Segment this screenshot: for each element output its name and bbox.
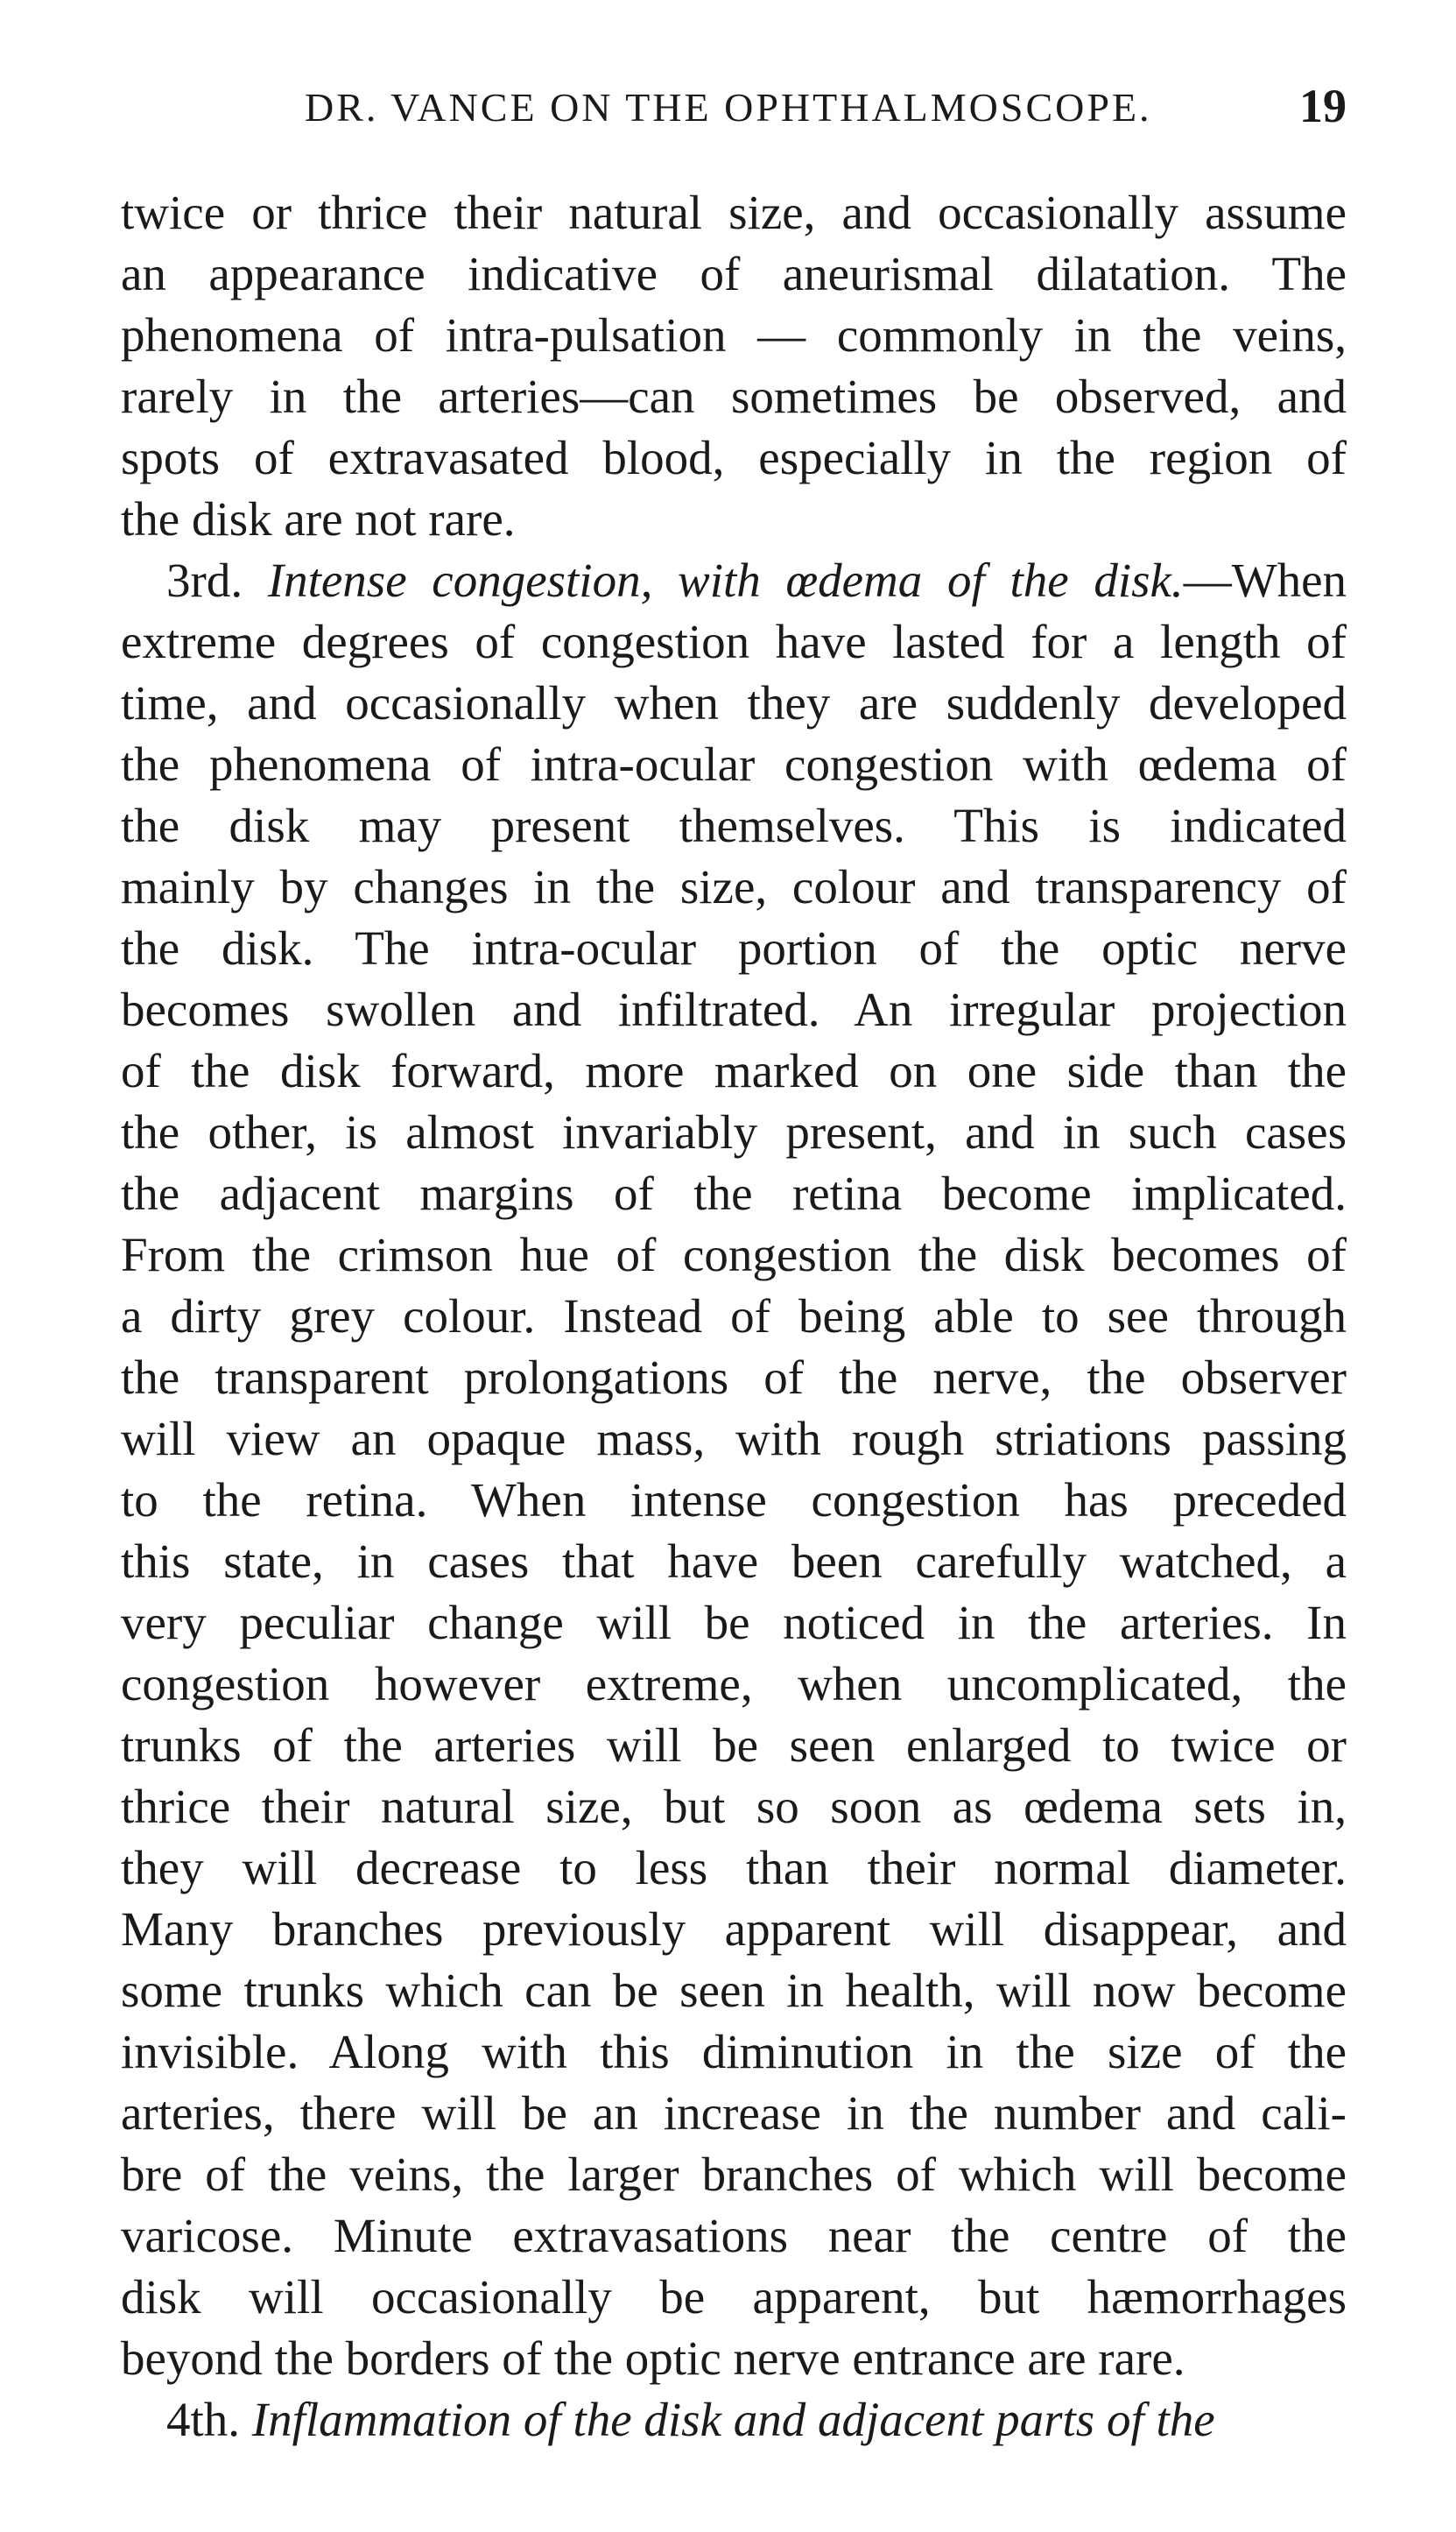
text-line: bre of the veins, the larger branches of which will become: [121, 2148, 1347, 2201]
text-line: spots of extravasated blood, especially in the region of: [121, 431, 1347, 484]
text-line: the disk. The intra-ocular portion of the optic nerve: [121, 921, 1347, 975]
text-line: the phenomena of intra-ocular congestion with œdema of: [121, 737, 1347, 791]
text-line: the transparent prolongations of the nerve, the observer: [121, 1351, 1347, 1404]
text-line: the disk are not rare.: [121, 492, 516, 546]
section-number: 4th.: [166, 2393, 241, 2446]
text-line: twice or thrice their natural size, and occasionally assume: [121, 186, 1347, 239]
text-line: of the disk forward, more marked on one side than the: [121, 1044, 1347, 1097]
text-line: to the retina. When intense congestion has preceded: [121, 1473, 1347, 1527]
text-line: varicose. Minute extravasations near the centre of the: [121, 2209, 1347, 2262]
text-line: mainly by changes in the size, colour and transparency of: [121, 860, 1347, 913]
text-line: the other, is almost invariably present, and in such cases: [121, 1105, 1347, 1159]
section-number: 3rd.: [166, 554, 243, 607]
text-line: arteries, there will be an increase in the number and cali-: [121, 2086, 1347, 2140]
text-line: disk will occasionally be apparent, but hæmorrhages: [121, 2270, 1347, 2324]
text-line: invisible. Along with this diminution in the size of the: [121, 2025, 1347, 2078]
section-heading-line: [121, 550, 1347, 611]
section-heading-dash: —When: [1183, 554, 1347, 607]
text-line: some trunks which can be seen in health, will now become: [121, 1964, 1347, 2017]
running-title: DR. VANCE ON THE OPHTHALMOSCOPE.: [305, 85, 1152, 130]
text-line: very peculiar change will be noticed in the arteries. In: [121, 1596, 1347, 1649]
text-line: a dirty grey colour. Instead of being able to see through: [121, 1289, 1347, 1343]
text-line: beyond the borders of the optic nerve entrance are rare.: [121, 2331, 1185, 2385]
body-text: [121, 182, 1347, 2451]
text-line: time, and occasionally when they are suddenly developed: [121, 676, 1347, 730]
text-line: the disk may present themselves. This is indicated: [121, 799, 1347, 852]
text-line: this state, in cases that have been carefully watched, a: [121, 1534, 1347, 1588]
text-line: congestion however extreme, when uncomplicated, the: [121, 1657, 1347, 1710]
page-number: 19: [1299, 80, 1347, 132]
section-heading: Inflammation of the disk and adjacent parts of the: [251, 2393, 1215, 2446]
running-head: [121, 80, 1347, 145]
text-line: Many branches previously apparent will disappear, and: [121, 1902, 1347, 1956]
section-heading-line: [121, 2389, 1347, 2451]
text-line: trunks of the arteries will be seen enlarged to twice or: [121, 1718, 1347, 1772]
text-line: an appearance indicative of aneurismal dilatation. The: [121, 247, 1347, 300]
text-line: phenomena of intra-pulsation — commonly in the veins,: [121, 308, 1347, 362]
text-line: becomes swollen and infiltrated. An irregular projection: [121, 983, 1347, 1036]
text-line: the adjacent margins of the retina become implicated.: [121, 1167, 1347, 1220]
section-heading: Intense congestion, with œdema of the disk.: [267, 554, 1184, 607]
text-line: extreme degrees of congestion have lasted for a length of: [121, 615, 1347, 668]
text-line: they will decrease to less than their normal diameter.: [121, 1841, 1347, 1894]
text-line: will view an opaque mass, with rough striations passing: [121, 1412, 1347, 1465]
text-line: rarely in the arteries—can sometimes be observed, and: [121, 370, 1347, 423]
text-line: From the crimson hue of congestion the disk becomes of: [121, 1228, 1347, 1281]
text-line: thrice their natural size, but so soon as œdema sets in,: [121, 1780, 1347, 1833]
